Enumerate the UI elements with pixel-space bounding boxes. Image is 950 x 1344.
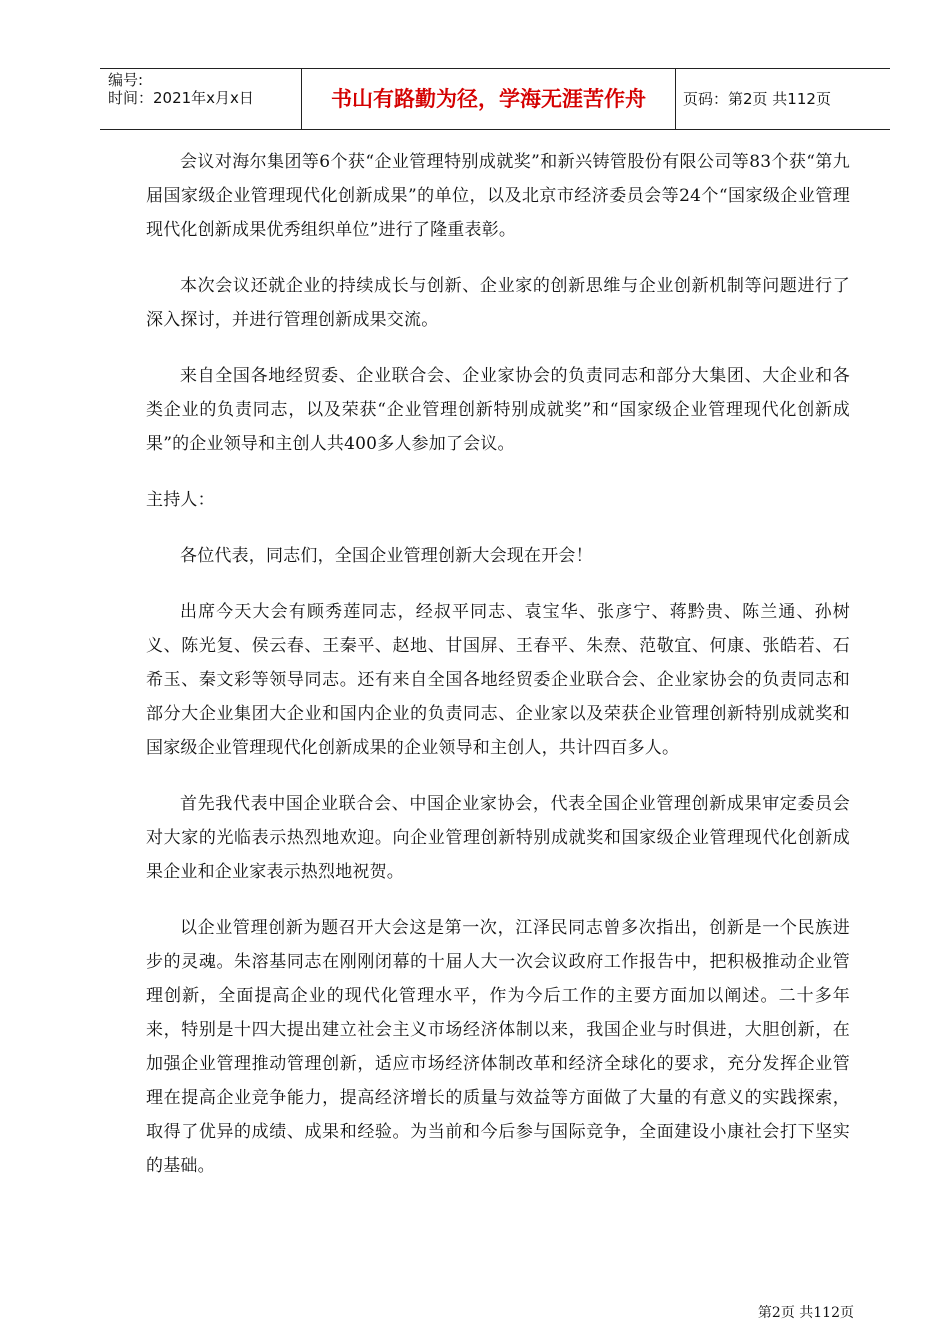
serial-label: 编号: xyxy=(108,71,144,89)
header-motto: 书山有路勤为径，学海无涯苦作舟 xyxy=(301,69,676,129)
footer-page-number: 第2页 共112页 xyxy=(757,1305,854,1321)
paragraph: 各位代表，同志们，全国企业管理创新大会现在开会！ xyxy=(180,546,593,566)
speaker-label: 主持人： xyxy=(146,490,215,510)
time-label: 时间：2021年x月x日 xyxy=(108,89,254,107)
header-meta xyxy=(100,69,300,129)
paragraph: 来自全国各地经贸委、企业联合会、企业家协会的负责同志和部分大集团、大企业和各类企业的负责同志，以及荣获“企业管理创新特别成就奖”和“国家级企业管理现代化创新成果”的企业领导和主创人共400多人参加了会议。 xyxy=(146,366,850,454)
paragraph: 以企业管理创新为题召开大会这是第一次，江泽民同志曾多次指出，创新是一个民族进步的灵魂。朱溶基同志在刚刚闭幕的十届人大一次会议政府工作报告中，把积极推动企业管理创新，全面提高企业的现代化管理水平，作为今后工作的主要方面加以阐述。二十多年来，特别是十四大提出建立社会主义市场经济体制以来，我国企业与时俱进，大胆创新，在加强企业管理推动管理创新，适应市场经济体制改革和经济全球化的要求，充分发挥企业管理在提高企业竞争能力，提高经济增长的质量与效益等方面做了大量的有意义的实践探索，取得了优异的成绩、成果和经验。为当前和今后参与国际竞争，全面建设小康社会打下坚实的基础。 xyxy=(146,918,850,1176)
page-header xyxy=(100,68,890,130)
document-body xyxy=(146,145,850,1205)
paragraph: 会议对海尔集团等6个获“企业管理特别成就奖”和新兴铸管股份有限公司等83个获“第九届国家级企业管理现代化创新成果”的单位，以及北京市经济委员会等24个“国家级企业管理现代化创新成果优秀组织单位”进行了隆重表彰。 xyxy=(146,152,850,240)
header-page-number: 页码：第2页 共112页 xyxy=(683,90,831,108)
paragraph: 出席今天大会有顾秀莲同志，经叔平同志、袁宝华、张彦宁、蒋黔贵、陈兰通、孙树义、陈光复、侯云春、王秦平、赵地、甘国屏、王春平、朱焘、范敬宜、何康、张皓若、石希玉、秦文彩等领导同志。还有来自全国各地经贸委企业联合会、企业家协会的负责同志和部分大企业集团大企业和国内企业的负责同志、企业家以及荣获企业管理创新特别成就奖和国家级企业管理现代化创新成果的企业领导和主创人，共计四百多人。 xyxy=(146,602,850,758)
paragraph: 本次会议还就企业的持续成长与创新、企业家的创新思维与企业创新机制等问题进行了深入探讨，并进行管理创新成果交流。 xyxy=(146,276,850,330)
paragraph: 首先我代表中国企业联合会、中国企业家协会，代表全国企业管理创新成果审定委员会对大家的光临表示热烈地欢迎。向企业管理创新特别成就奖和国家级企业管理现代化创新成果企业和企业家表示热烈地祝贺。 xyxy=(146,794,850,882)
